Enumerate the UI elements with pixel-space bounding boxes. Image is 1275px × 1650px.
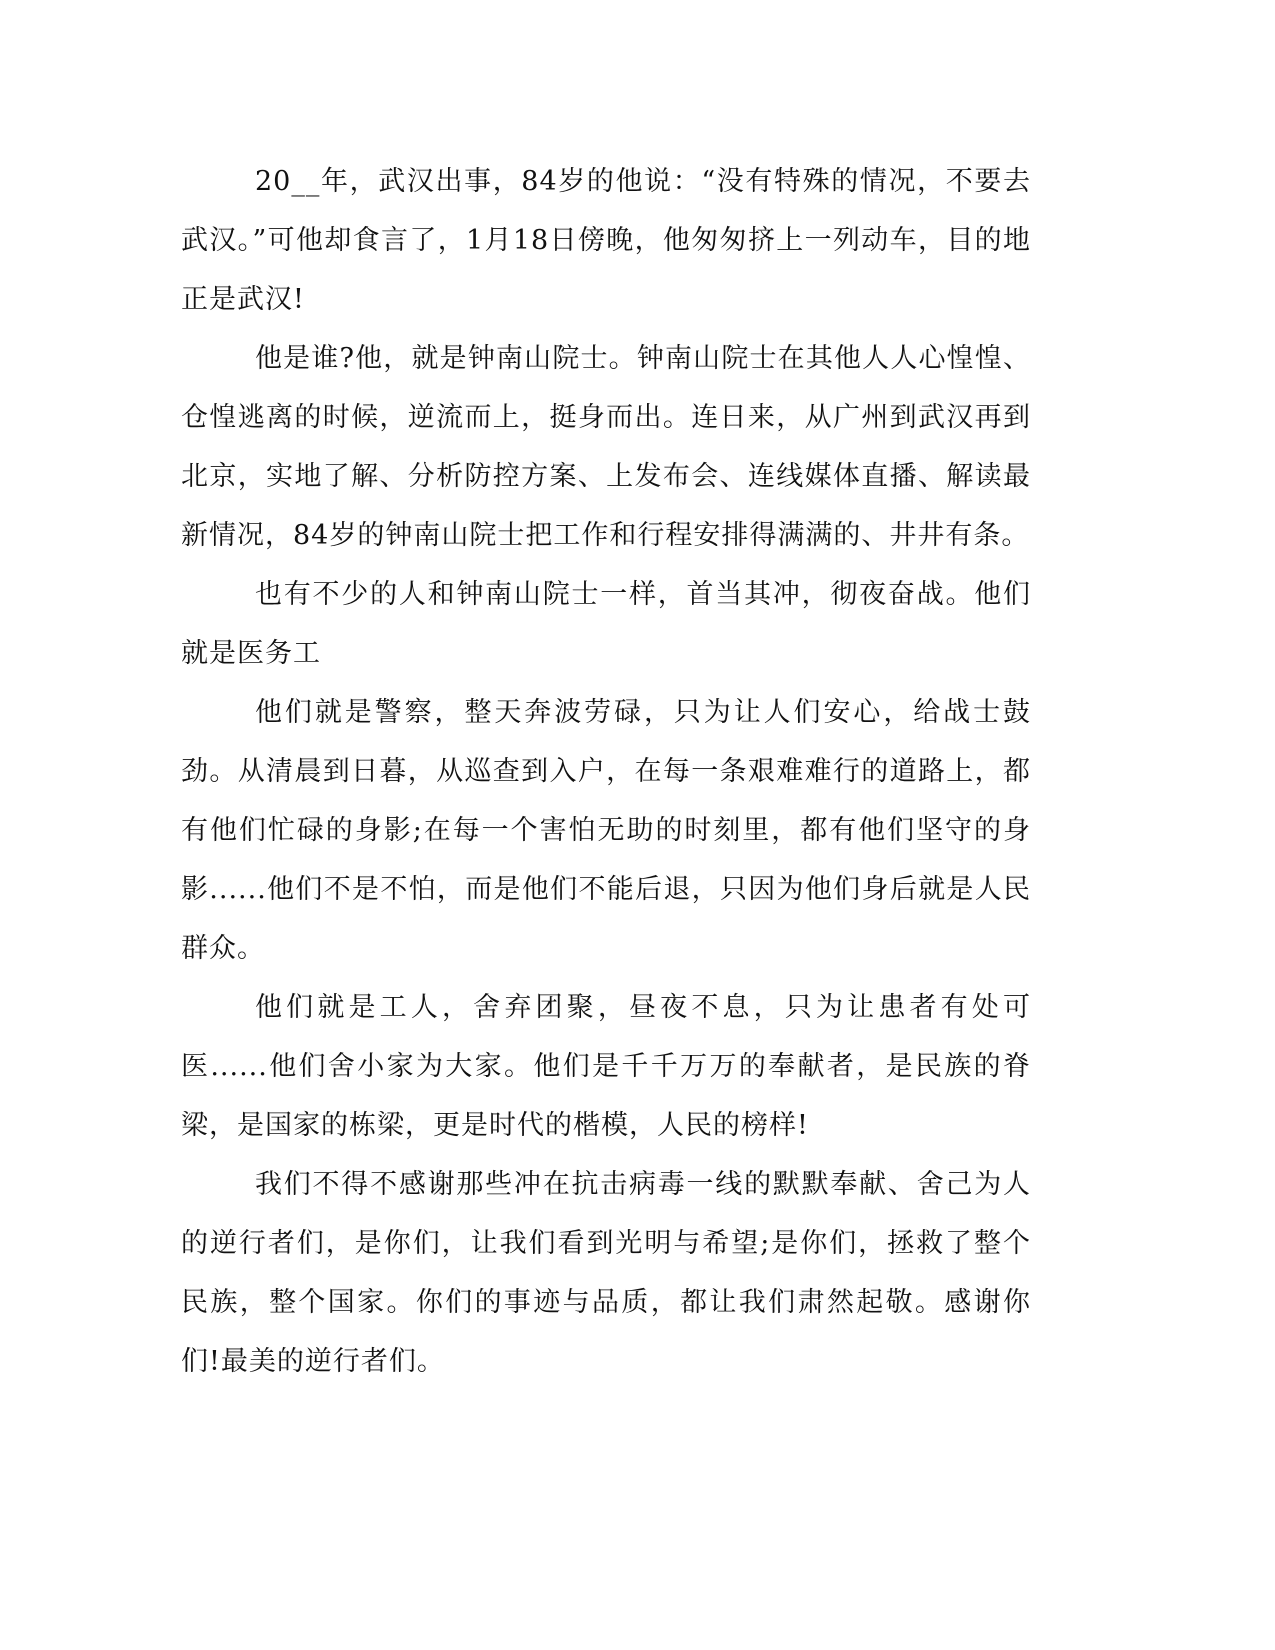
paragraph-4: 他们就是警察，整天奔波劳碌，只为让人们安心，给战士鼓劲。从清晨到日暮，从巡查到入户，在每一条艰难难行的道路上，都有他们忙碌的身影;在每一个害怕无助的时刻里，都有他们坚守的身影......他们不是不怕，而是他们不能后退，只因为他们身后就是人民群众。 — [181, 697, 1031, 964]
paragraph-2: 他是谁?他，就是钟南山院士。钟南山院士在其他人人心惶惶、仓惶逃离的时候，逆流而上，挺身而出。连日来，从广州到武汉再到北京，实地了解、分析防控方案、上发布会、连线媒体直播、解读最新情况，84岁的钟南山院士把工作和行程安排得满满的、井井有条。 — [181, 343, 1031, 551]
paragraph-6: 我们不得不感谢那些冲在抗击病毒一线的默默奉献、舍己为人的逆行者们，是你们，让我们看到光明与希望;是你们，拯救了整个民族，整个国家。你们的事迹与品质，都让我们肃然起敬。感谢你们!最美的逆行者们。 — [181, 1169, 1031, 1377]
paragraph-3: 也有不少的人和钟南山院士一样，首当其冲，彻夜奋战。他们就是医务工 — [181, 579, 1031, 669]
paragraph-1: 20__年，武汉出事，84岁的他说：“没有特殊的情况，不要去武汉。”可他却食言了，1月18日傍晚，他匆匆挤上一列动车，目的地正是武汉! — [181, 166, 1031, 315]
paragraph-5: 他们就是工人，舍弃团聚，昼夜不息，只为让患者有处可医......他们舍小家为大家。他们是千千万万的奉献者，是民族的脊梁，是国家的栋梁，更是时代的楷模，人民的榜样! — [181, 992, 1031, 1141]
document-body — [181, 152, 1031, 1391]
